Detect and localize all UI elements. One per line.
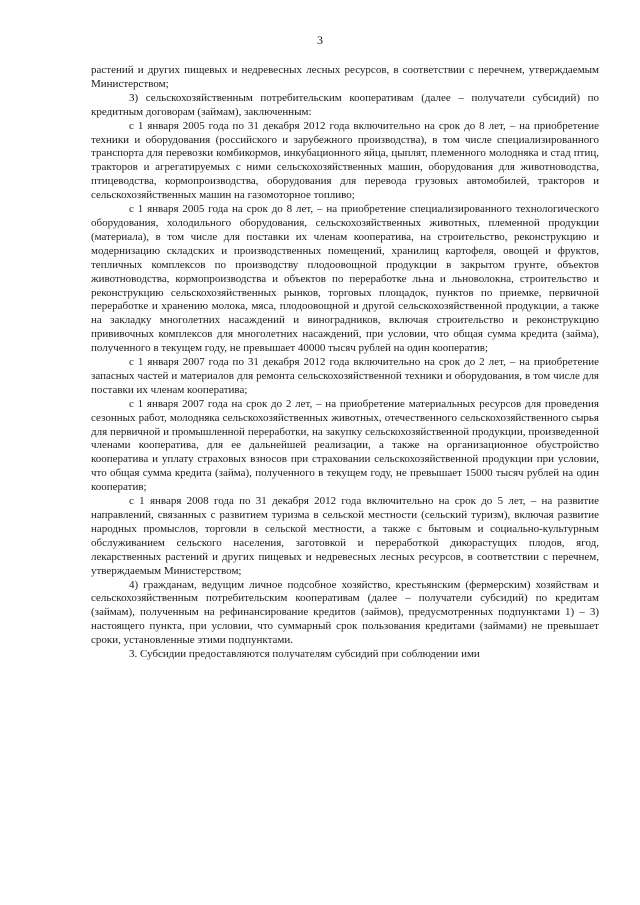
paragraph: 3. Субсидии предоставляются получателям субсидий при соблюдении ими <box>129 648 480 661</box>
page-number: 3 <box>317 33 323 47</box>
paragraph: растений и других пищевых и недревесных лесных ресурсов, в соответствии с перечнем, утверждаемым Министерством; <box>91 64 599 90</box>
paragraph: с 1 января 2008 года по 31 декабря 2012 года включительно на срок до 5 лет, – на развитие направлений, связанных с развитием туризма в сельской местности (сельский туризм), включая развитие народных промыслов, торговли в сельской местности, а также с бытовым и социально-культурным обслуживанием сельского населения, заготовкой и переработкой дикорастущих плодов, ягод, лекарственных растений и других пищевых и недревесных лесных ресурсов, в соответствии с перечнем, утверждаемым Министерством; <box>91 495 599 577</box>
paragraph: 3) сельскохозяйственным потребительским кооперативам (далее – получатели субсидий) по кредитным договорам (займам), заключенным: <box>91 91 599 118</box>
paragraph: с 1 января 2005 года по 31 декабря 2012 года включительно на срок до 8 лет, – на приобретение техники и оборудования (российского и зарубежного производства), в том числе специализированного транспорта для перевозки комбикормов, инкубационного яйца, цыплят, племенного молодняка и стад птиц, тракторов и агрегатируемых с ними сельскохозяйственных машин, оборудования для животноводства, птицеводства, кормопроизводства, оборудования для перевода грузовых автомобилей, тракторов и сельскохозяйственных машин на газомоторное топливо; <box>91 119 599 202</box>
document-body <box>91 64 599 662</box>
paragraph: 4) гражданам, ведущим личное подсобное хозяйство, крестьянским (фермерским) хозяйствам и сельскохозяйственным потребительским кооперативам (далее – получатели субсидий) по кредитам (займам), полученным на рефинансирование кредитов (займов), предусмотренных подпунктами 1) – 3) настоящего пункта, при условии, что суммарный срок пользования кредитами (займами) не превышает сроки, установленные этими подпунктами. <box>91 578 599 647</box>
paragraph: с 1 января 2007 года на срок до 2 лет, – на приобретение материальных ресурсов для проведения сезонных работ, молодняка сельскохозяйственных животных, отечественного сельскохозяйственного сырья для первичной и промышленной переработки, на закупку сельскохозяйственной продукции, произведенной членами кооператива, для ее дальнейшей реализации, а также на организационное обустройство кооператива и уплату страховых взносов при страховании сельскохозяйственной продукции при условии, что общая сумма кредита (займа), полученного в текущем году, не превышает 15000 тысяч рублей на один кооператив; <box>91 397 599 494</box>
paragraph: с 1 января 2007 года по 31 декабря 2012 года включительно на срок до 2 лет, – на приобретение запасных частей и материалов для ремонта сельскохозяйственной техники и оборудования, в том числе для поставки их членам кооператива; <box>91 356 599 396</box>
paragraph: с 1 января 2005 года на срок до 8 лет, – на приобретение специализированного технологического оборудования, холодильного оборудования, сельскохозяйственных животных, племенной продукции (материала), в том числе для поставки их членам кооператива, на строительство, реконструкцию и модернизацию складских и производственных помещений, хранилищ картофеля, овощей и фруктов, тепличных комплексов по производству плодоовощной продукции в закрытом грунте, объектов животноводства, кормопроизводства и объектов по переработке льна и льноволокна, строительство и реконструкцию сельскохозяйственных рынков, торговых площадок, пунктов по приемке, первичной переработке и хранению молока, мяса, плодоовощной и другой сельскохозяйственной продукции, а также на закладку многолетних насаждений и виноградников, включая строительство и реконструкцию прививочных комплексов для многолетних насаждений, при условии, что общая сумма кредита (займа), полученного в текущем году, не превышает 40000 тысяч рублей на один кооператив; <box>91 203 599 355</box>
